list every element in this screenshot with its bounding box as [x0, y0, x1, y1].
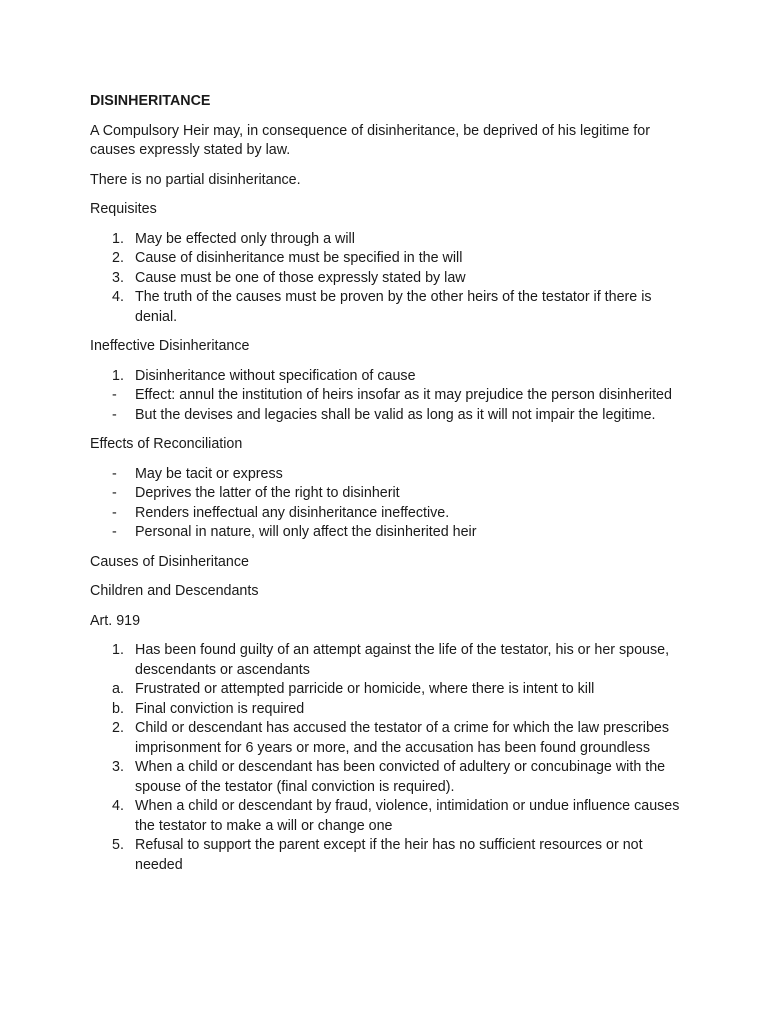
list-item-text: Disinheritance without specification of cause	[135, 367, 416, 384]
list-item	[90, 641, 690, 680]
list-item	[90, 230, 690, 250]
list-marker: 5.	[112, 837, 124, 853]
list-item	[90, 758, 690, 797]
list-item	[90, 465, 690, 485]
list-item	[90, 523, 690, 543]
list-item-text: Deprives the latter of the right to disinherit	[135, 485, 400, 501]
document-page	[90, 92, 690, 885]
list-item	[90, 504, 690, 524]
intro-paragraph: A Compulsory Heir may, in consequence of disinheritance, be deprived of his legitime for causes expressly stated by law.	[90, 122, 650, 158]
list-item-text: May be effected only through a will	[135, 230, 355, 247]
ineffective-heading: Ineffective Disinheritance	[90, 338, 250, 354]
list-item	[90, 836, 690, 875]
art-919-heading: Art. 919	[90, 612, 141, 629]
list-item-text: Cause of disinheritance must be specified in the will	[135, 250, 463, 266]
list-item	[90, 406, 690, 426]
list-marker: -	[112, 387, 117, 403]
list-item	[90, 484, 690, 504]
list-item-text: When a child or descendant has been convicted of adultery or concubinage with the spouse of the testator (final conviction is required).	[135, 759, 666, 795]
list-item-text: Cause must be one of those expressly stated by law	[135, 269, 466, 286]
list-item	[90, 288, 690, 327]
list-marker: 3.	[112, 759, 124, 775]
ineffective-list	[90, 367, 690, 426]
reconciliation-heading: Effects of Reconciliation	[90, 436, 243, 452]
list-item	[90, 367, 690, 387]
document-title: DISINHERITANCE	[90, 93, 211, 109]
list-marker: 1.	[112, 230, 124, 247]
requisites-list	[90, 230, 690, 328]
list-item-text: Frustrated or attempted parricide or homicide, where there is intent to kill	[135, 681, 595, 697]
list-item-text: Effect: annul the institution of heirs insofar as it may prejudice the person disinherited	[135, 387, 672, 403]
list-item-text: The truth of the causes must be proven by the other heirs of the testator if there is denial.	[135, 289, 652, 325]
list-marker: 2.	[112, 250, 124, 266]
list-item-text: Final conviction is required	[135, 700, 305, 717]
list-marker: -	[112, 465, 117, 482]
list-marker: -	[112, 524, 117, 540]
list-marker: -	[112, 406, 117, 423]
list-marker: -	[112, 504, 117, 521]
list-marker: a.	[112, 681, 124, 697]
list-item-text: Personal in nature, will only affect the disinherited heir	[135, 524, 477, 540]
list-marker: 3.	[112, 269, 124, 286]
list-marker: 4.	[112, 289, 124, 305]
list-item-text: But the devises and legacies shall be valid as long as it will not impair the legitime.	[135, 406, 656, 423]
list-marker: 2.	[112, 720, 124, 736]
list-item	[90, 797, 690, 836]
children-heading: Children and Descendants	[90, 583, 259, 599]
list-item	[90, 719, 690, 758]
list-item-text: When a child or descendant by fraud, violence, intimidation or undue influence causes the testator to make a will or change one	[135, 798, 680, 834]
list-item	[90, 249, 690, 269]
list-marker: 1.	[112, 367, 124, 384]
list-item-text: Renders ineffectual any disinheritance ineffective.	[135, 504, 450, 521]
list-item-text: Has been found guilty of an attempt against the life of the testator, his or her spouse, descendants or ascendants	[135, 642, 670, 678]
list-marker: 1.	[112, 642, 124, 658]
reconciliation-list	[90, 465, 690, 543]
list-item	[90, 386, 690, 406]
list-item	[90, 269, 690, 289]
list-item-text: May be tacit or express	[135, 465, 283, 482]
list-marker: b.	[112, 700, 124, 717]
list-item-text: Child or descendant has accused the testator of a crime for which the law prescribes imprisonment for 6 years or more, and the accusation has been found groundless	[135, 720, 670, 756]
list-item	[90, 680, 690, 700]
list-marker: 4.	[112, 798, 124, 814]
requisites-heading: Requisites	[90, 201, 157, 217]
art-919-list	[90, 641, 690, 875]
list-item	[90, 700, 690, 720]
causes-heading: Causes of Disinheritance	[90, 553, 249, 570]
list-marker: -	[112, 485, 117, 501]
list-item-text: Refusal to support the parent except if the heir has no sufficient resources or not needed	[135, 837, 643, 873]
no-partial-paragraph: There is no partial disinheritance.	[90, 171, 301, 188]
